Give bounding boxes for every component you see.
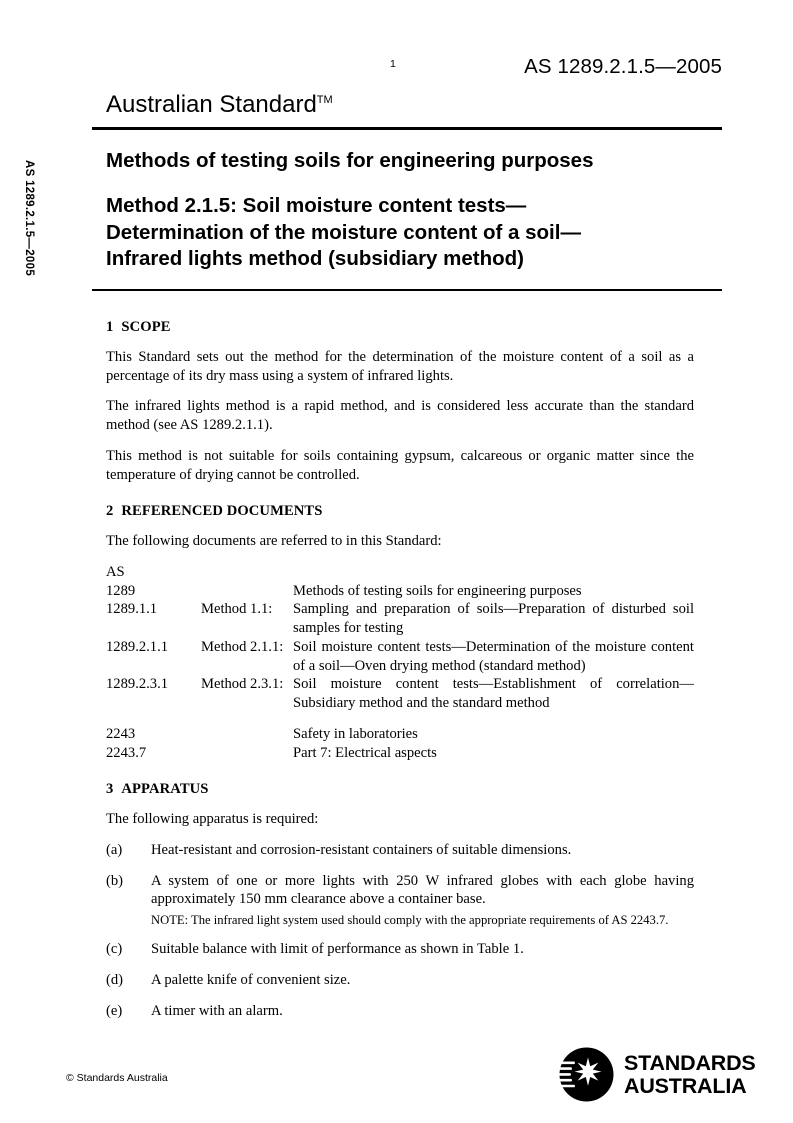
list-item: [106, 971, 694, 990]
apparatus-intro: The following apparatus is required:: [106, 811, 319, 827]
scope-paragraph: This method is not suitable for soils containing gypsum, calcareous or organic matter since the temperature of drying cannot be controlled.: [106, 447, 694, 483]
reference-method: [201, 563, 293, 582]
table-row: [106, 725, 694, 744]
section-referenced-documents: [106, 502, 694, 762]
spine-label: [23, 160, 44, 300]
table-row: [106, 582, 694, 601]
reference-group-label: AS: [106, 563, 125, 580]
referenced-documents-heading-text: REFERENCED DOCUMENTS: [121, 503, 323, 520]
reference-number: 1289: [106, 582, 136, 599]
reference-number: 2243.7: [106, 744, 147, 761]
reference-method: Method 2.3.1:: [201, 676, 284, 693]
reference-description: Part 7: Electrical aspects: [293, 744, 437, 761]
section-apparatus: [106, 780, 694, 1020]
list-item-marker: (a): [106, 841, 123, 858]
reference-description: Methods of testing soils for engineering purposes: [293, 582, 582, 599]
standards-australia-wordmark: [624, 1052, 756, 1097]
list-item-text: A timer with an alarm.: [151, 1002, 283, 1019]
reference-method: [201, 725, 293, 744]
reference-table: [106, 563, 694, 763]
list-item-text: Suitable balance with limit of performance as shown in Table 1.: [151, 941, 524, 958]
scope-heading: [106, 318, 694, 337]
scope-paragraph: The infrared lights method is a rapid method, and is considered less accurate than the standard method (see AS 1289.2.1.1).: [106, 398, 694, 433]
reference-method: Method 2.1.1:: [201, 638, 284, 655]
title-block: [92, 92, 722, 291]
apparatus-heading-text: APPARATUS: [121, 781, 209, 798]
list-item-body: [151, 872, 694, 929]
table-row: [106, 563, 694, 582]
header-standard-number: AS 1289.2.1.5—2005: [524, 55, 722, 78]
method-title-line-3: Infrared lights method (subsidiary method): [106, 247, 525, 271]
list-item: [106, 940, 694, 959]
table-row: [106, 744, 694, 763]
document-title: Methods of testing soils for engineering purposes: [106, 148, 594, 172]
method-title-line-2: Determination of the moisture content of a soil—: [106, 220, 581, 244]
method-title-line-1: Method 2.1.5: Soil moisture content tests—: [106, 194, 527, 218]
list-item-note: NOTE: The infrared light system used should comply with the appropriate requirements of AS 2243.7.: [151, 913, 669, 927]
reference-number: 1289.2.3.1: [106, 676, 169, 693]
list-item-marker: (c): [106, 941, 123, 958]
title-rule-bottom: [92, 289, 722, 291]
reference-description: Soil moisture content tests—Establishment of correlation—Subsidiary method and the standard method: [293, 676, 694, 711]
standards-australia-globe-icon: [558, 1046, 615, 1103]
reference-description: Sampling and preparation of soils—Preparation of disturbed soil samples for testing: [293, 601, 694, 636]
table-row: [106, 638, 694, 676]
list-item: [106, 872, 694, 929]
table-spacer-cell: [293, 713, 694, 725]
list-item-text: Heat-resistant and corrosion-resistant containers of suitable dimensions.: [151, 841, 572, 858]
reference-number: 1289.2.1.1: [106, 638, 169, 655]
list-item-text: A palette knife of convenient size.: [151, 972, 351, 989]
logo-line-2: AUSTRALIA: [624, 1073, 747, 1098]
list-item-text: A system of one or more lights with 250 W infrared globes with each globe having approximately 150 mm clearance above a container base.: [151, 872, 694, 908]
method-title: [106, 193, 722, 273]
apparatus-heading: [106, 780, 694, 799]
spine-label-text: AS 1289.2.1.5—2005: [23, 160, 35, 277]
table-row: [106, 675, 694, 713]
table-row: [106, 600, 694, 638]
reference-description: Soil moisture content tests—Determination of the moisture content of a soil—Oven drying method (standard method): [293, 638, 694, 674]
document-body: [106, 318, 694, 1039]
scope-heading-text: SCOPE: [121, 319, 171, 335]
referenced-documents-number: 2: [106, 503, 114, 520]
reference-method: Method 1.1:: [201, 601, 273, 618]
standards-australia-logo: [558, 1046, 756, 1103]
reference-number: 1289.1.1: [106, 601, 158, 618]
brand-title: [106, 92, 722, 118]
scope-paragraph: This Standard sets out the method for the determination of the moisture content of a soil as a percentage of its dry mass using a system of infrared lights.: [106, 348, 694, 384]
reference-list: [106, 563, 694, 763]
list-item: [106, 1002, 694, 1021]
table-spacer-cell: [201, 713, 293, 725]
scope-number: 1: [106, 319, 114, 335]
section-scope: [106, 318, 694, 484]
referenced-documents-heading: [106, 502, 694, 521]
reference-method: [201, 744, 293, 763]
table-spacer-row: [106, 713, 694, 725]
list-item-marker: (d): [106, 972, 124, 989]
list-item: [106, 841, 694, 860]
title-rule-top: [92, 127, 722, 129]
logo-line-1: STANDARDS: [624, 1051, 756, 1076]
page-number: 1: [390, 58, 396, 70]
trademark-symbol: TM: [316, 94, 333, 106]
list-item-marker: (b): [106, 872, 124, 889]
copyright-notice: © Standards Australia: [66, 1072, 168, 1084]
referenced-documents-intro: The following documents are referred to in this Standard:: [106, 533, 442, 549]
list-item-marker: (e): [106, 1002, 123, 1019]
reference-number: 2243: [106, 725, 136, 742]
table-spacer-cell: [106, 713, 201, 725]
reference-description: [293, 563, 694, 582]
brand-title-text: Australian Standard: [106, 91, 317, 118]
reference-method: [201, 582, 293, 601]
apparatus-number: 3: [106, 781, 114, 798]
reference-description: Safety in laboratories: [293, 725, 418, 742]
